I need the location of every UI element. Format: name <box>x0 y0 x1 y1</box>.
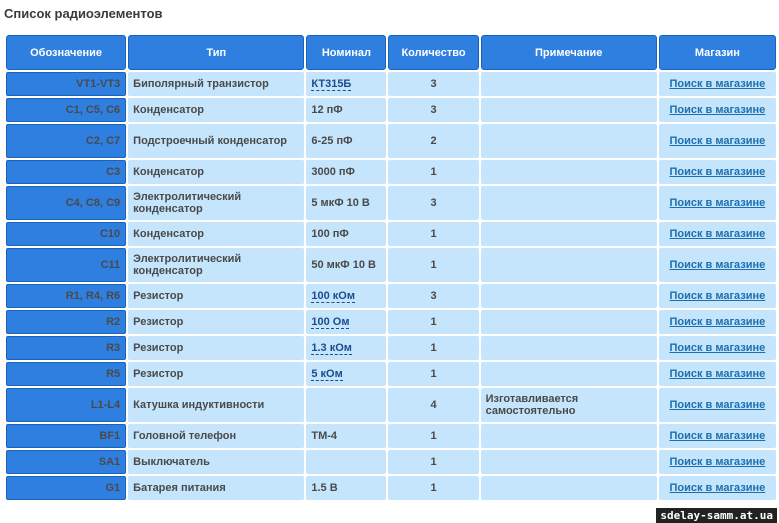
shop-cell <box>659 186 776 220</box>
nominal-cell <box>306 388 386 422</box>
nominal-cell: 100 пФ <box>306 222 386 246</box>
table-row <box>6 388 776 422</box>
designation-cell: C2, C7 <box>6 124 126 158</box>
shop-cell <box>659 222 776 246</box>
table-row <box>6 310 776 334</box>
shop-search-link[interactable]: Поиск в магазине <box>669 430 766 442</box>
type-cell: Электролитический конденсатор <box>128 248 304 282</box>
table-row <box>6 186 776 220</box>
type-cell: Головной телефон <box>128 424 304 448</box>
type-cell: Выключатель <box>128 450 304 474</box>
nominal-link[interactable]: 5 кОм <box>311 368 343 380</box>
nominal-cell <box>306 450 386 474</box>
shop-search-link[interactable]: Поиск в магазине <box>669 135 766 147</box>
quantity-cell: 4 <box>388 388 478 422</box>
nominal-link[interactable]: КТ315Б <box>311 78 352 90</box>
nominal-cell <box>306 362 386 386</box>
quantity-cell: 3 <box>388 72 478 96</box>
quantity-cell: 2 <box>388 124 478 158</box>
type-cell: Конденсатор <box>128 160 304 184</box>
shop-search-link[interactable]: Поиск в магазине <box>669 104 766 116</box>
type-cell: Биполярный транзистор <box>128 72 304 96</box>
table-row <box>6 476 776 500</box>
designation-cell: R2 <box>6 310 126 334</box>
table-row <box>6 284 776 308</box>
parts-table <box>4 33 778 502</box>
type-cell: Батарея питания <box>128 476 304 500</box>
shop-cell <box>659 336 776 360</box>
designation-cell: BF1 <box>6 424 126 448</box>
shop-cell <box>659 424 776 448</box>
note-cell <box>481 310 657 334</box>
nominal-cell: 3000 пФ <box>306 160 386 184</box>
type-cell: Катушка индуктивности <box>128 388 304 422</box>
header-designation: Обозначение <box>6 35 126 70</box>
shop-cell <box>659 450 776 474</box>
shop-search-link[interactable]: Поиск в магазине <box>669 399 766 411</box>
note-cell <box>481 450 657 474</box>
type-cell: Резистор <box>128 336 304 360</box>
designation-cell: SA1 <box>6 450 126 474</box>
table-row <box>6 98 776 122</box>
shop-search-link[interactable]: Поиск в магазине <box>669 197 766 209</box>
table-row <box>6 222 776 246</box>
quantity-cell: 3 <box>388 284 478 308</box>
nominal-cell: ТМ-4 <box>306 424 386 448</box>
header-type: Тип <box>128 35 304 70</box>
table-row <box>6 424 776 448</box>
note-cell <box>481 222 657 246</box>
shop-search-link[interactable]: Поиск в магазине <box>669 368 766 380</box>
nominal-cell: 6-25 пФ <box>306 124 386 158</box>
note-cell <box>481 72 657 96</box>
nominal-link[interactable]: 100 Ом <box>311 316 350 328</box>
nominal-cell: 50 мкФ 10 В <box>306 248 386 282</box>
shop-search-link[interactable]: Поиск в магазине <box>669 342 766 354</box>
type-cell: Конденсатор <box>128 222 304 246</box>
designation-cell: C10 <box>6 222 126 246</box>
type-cell: Электролитический конденсатор <box>128 186 304 220</box>
note-cell <box>481 476 657 500</box>
designation-cell: C1, C5, C6 <box>6 98 126 122</box>
type-cell: Подстроечный конденсатор <box>128 124 304 158</box>
site-watermark: sdelay-samm.at.ua <box>656 508 777 523</box>
table-header-row <box>6 35 776 70</box>
type-cell: Резистор <box>128 362 304 386</box>
header-note: Примечание <box>481 35 657 70</box>
shop-cell <box>659 160 776 184</box>
designation-cell: C3 <box>6 160 126 184</box>
quantity-cell: 1 <box>388 248 478 282</box>
note-cell: Изготавливается самостоятельно <box>481 388 657 422</box>
nominal-link[interactable]: 1.3 кОм <box>311 342 352 354</box>
shop-search-link[interactable]: Поиск в магазине <box>669 456 766 468</box>
note-cell <box>481 124 657 158</box>
shop-cell <box>659 362 776 386</box>
type-cell: Конденсатор <box>128 98 304 122</box>
page-title: Список радиоэлементов <box>4 6 163 21</box>
quantity-cell: 1 <box>388 336 478 360</box>
designation-cell: C11 <box>6 248 126 282</box>
nominal-cell: 12 пФ <box>306 98 386 122</box>
quantity-cell: 1 <box>388 450 478 474</box>
nominal-cell <box>306 310 386 334</box>
shop-search-link[interactable]: Поиск в магазине <box>669 166 766 178</box>
header-quantity: Количество <box>388 35 478 70</box>
nominal-cell <box>306 72 386 96</box>
note-cell <box>481 160 657 184</box>
quantity-cell: 1 <box>388 160 478 184</box>
quantity-cell: 1 <box>388 222 478 246</box>
shop-search-link[interactable]: Поиск в магазине <box>669 259 766 271</box>
header-shop: Магазин <box>659 35 776 70</box>
shop-cell <box>659 388 776 422</box>
shop-search-link[interactable]: Поиск в магазине <box>669 316 766 328</box>
note-cell <box>481 186 657 220</box>
quantity-cell: 1 <box>388 310 478 334</box>
note-cell <box>481 362 657 386</box>
nominal-link[interactable]: 100 кОм <box>311 290 355 302</box>
nominal-cell <box>306 284 386 308</box>
designation-cell: C4, C8, C9 <box>6 186 126 220</box>
designation-cell: L1-L4 <box>6 388 126 422</box>
table-row <box>6 248 776 282</box>
nominal-cell: 5 мкФ 10 В <box>306 186 386 220</box>
table-row <box>6 124 776 158</box>
shop-cell <box>659 476 776 500</box>
type-cell: Резистор <box>128 284 304 308</box>
shop-search-link[interactable]: Поиск в магазине <box>669 290 766 302</box>
designation-cell: G1 <box>6 476 126 500</box>
designation-cell: R1, R4, R6 <box>6 284 126 308</box>
table-row <box>6 160 776 184</box>
shop-search-link[interactable]: Поиск в магазине <box>669 78 766 90</box>
note-cell <box>481 424 657 448</box>
designation-cell: R3 <box>6 336 126 360</box>
type-cell: Резистор <box>128 310 304 334</box>
nominal-cell: 1.5 В <box>306 476 386 500</box>
header-nominal: Номинал <box>306 35 386 70</box>
table-row <box>6 362 776 386</box>
quantity-cell: 1 <box>388 424 478 448</box>
shop-cell <box>659 248 776 282</box>
quantity-cell: 3 <box>388 98 478 122</box>
note-cell <box>481 284 657 308</box>
quantity-cell: 1 <box>388 362 478 386</box>
table-row <box>6 336 776 360</box>
quantity-cell: 3 <box>388 186 478 220</box>
nominal-cell <box>306 336 386 360</box>
table-row <box>6 72 776 96</box>
shop-cell <box>659 124 776 158</box>
shop-cell <box>659 284 776 308</box>
note-cell <box>481 248 657 282</box>
note-cell <box>481 336 657 360</box>
note-cell <box>481 98 657 122</box>
shop-cell <box>659 72 776 96</box>
table-row <box>6 450 776 474</box>
shop-search-link[interactable]: Поиск в магазине <box>669 482 766 494</box>
shop-cell <box>659 98 776 122</box>
designation-cell: VT1-VT3 <box>6 72 126 96</box>
shop-cell <box>659 310 776 334</box>
shop-search-link[interactable]: Поиск в магазине <box>669 228 766 240</box>
quantity-cell: 1 <box>388 476 478 500</box>
designation-cell: R5 <box>6 362 126 386</box>
